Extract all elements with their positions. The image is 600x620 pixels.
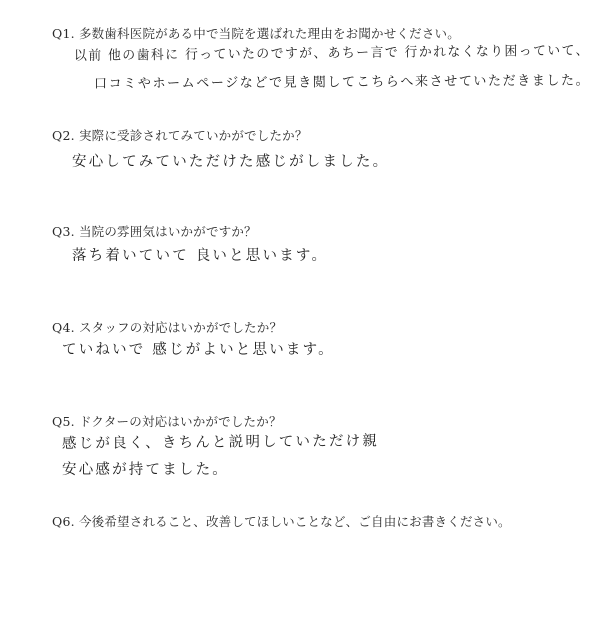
answer-5-line-1: 感じが良く、きちんと説明していただけ親: [61, 433, 380, 452]
question-1-label: Q1. 多数歯科医院がある中で当院を選ばれた理由をお聞かせください。: [52, 26, 460, 41]
question-5-label: Q5. ドクターの対応はいかがでしたか？: [52, 414, 282, 429]
question-3-label: Q3. 当院の雰囲気はいかがですか？: [52, 224, 257, 239]
answer-1-line-2: 口コミやホームページなどで見き閲してこちらへ来させていただきました。: [93, 72, 591, 92]
question-2-label: Q2. 実際に受診されてみていかがでしたか？: [52, 128, 308, 143]
answer-4-line-1: ていねいで 感じがよいと思います。: [62, 342, 335, 358]
question-6-label: Q6. 今後希望されること、改善してほしいことなど、ご自由にお書きください。: [52, 514, 511, 529]
answer-5-line-2: 安心感が持てました。: [62, 462, 229, 478]
question-4-label: Q4. スタッフの対応はいかがでしたか？: [52, 320, 283, 335]
answer-3-line-1: 落ち着いていて 良いと思います。: [72, 248, 329, 264]
answer-2-line-1: 安心してみていただけた感じがしました。: [72, 154, 390, 170]
answer-1-line-1: 以前 他の歯科に 行っていたのですが、あちー言で 行かれなくなり困っていて、: [73, 42, 590, 64]
